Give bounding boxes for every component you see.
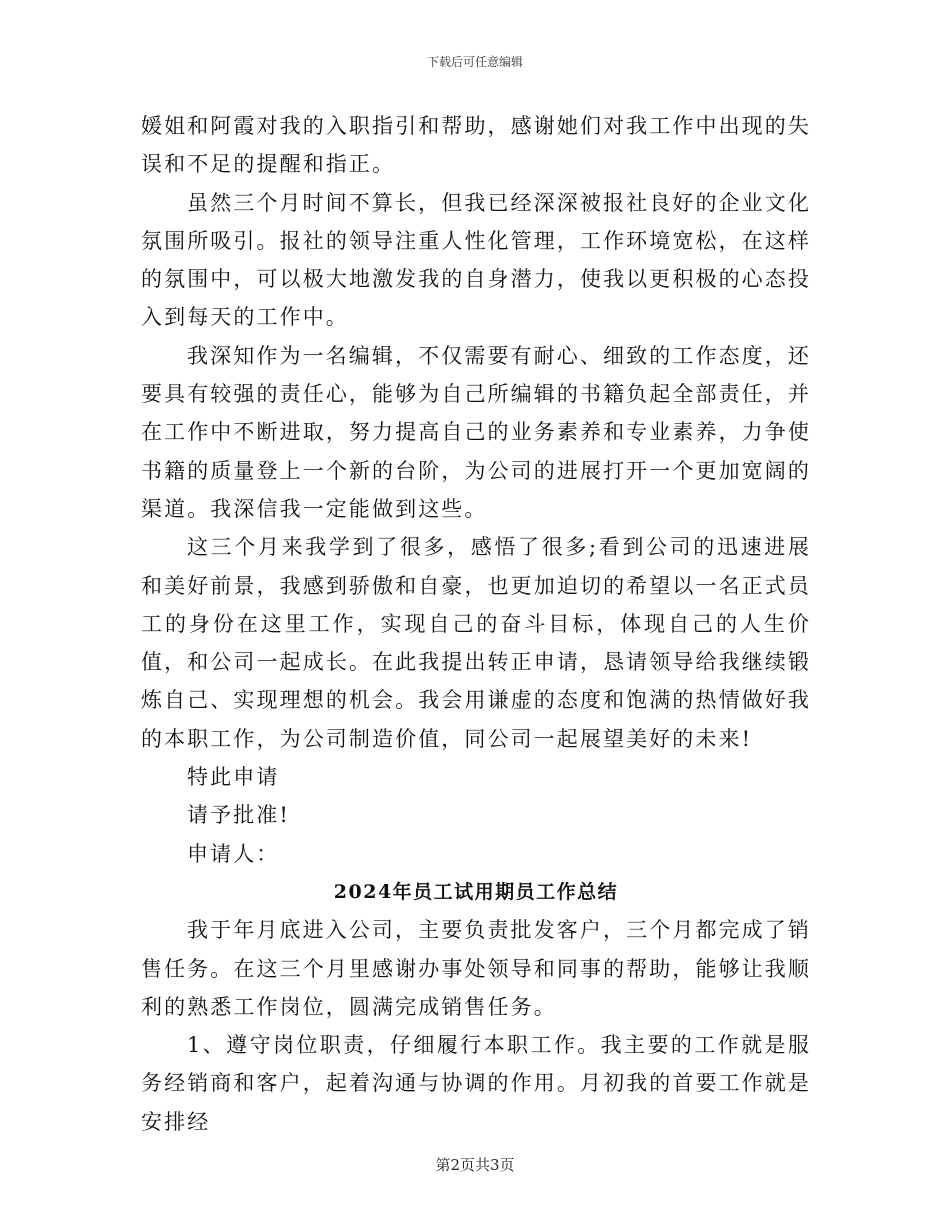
paragraph-company-culture: 虽然三个月时间不算长，但我已经深深被报社良好的企业文化氛围所吸引。报社的领导注重人性化管理，工作环境宽松，在这样的氛围中，可以极大地激发我的自身潜力，使我以更积极的心态投入到每天的工作中。 <box>141 190 811 330</box>
section-paragraph-intro: 我于年月底进入公司，主要负责批发客户，三个月都完成了销售任务。在这三个月里感谢办事处领导和同事的帮助，能够让我顺利的熟悉工作岗位，圆满完成销售任务。 <box>141 918 811 1019</box>
applicant-line: 申请人： <box>187 841 280 866</box>
closing-line-approval: 请予批准! <box>187 803 290 828</box>
page-header: 下载后可任意编辑 <box>426 55 523 69</box>
paragraph-editor-duty: 我深知作为一名编辑，不仅需要有耐心、细致的工作态度，还要具有较强的责任心，能够为自己所编辑的书籍负起全部责任，并在工作中不断进取，努力提高自己的业务素养和专业素养，力争使书籍的质量登上一个新的台阶，为公司的进展打开一个更加宽阔的渠道。我深信我一定能做到这些。 <box>141 343 811 521</box>
section-title: 2024年员工试用期员工作总结 <box>333 880 619 903</box>
closing-line-request: 特此申请 <box>187 765 280 790</box>
document-body <box>141 107 811 1141</box>
section-paragraph-duty: 1、遵守岗位职责，仔细履行本职工作。我主要的工作就是服务经销商和客户，起着沟通与协调的作用。月初我的首要工作就是安排经 <box>141 1033 811 1134</box>
paragraph-application: 这三个月来我学到了很多，感悟了很多;看到公司的迅速进展和美好前景，我感到骄傲和自豪，也更加迫切的希望以一名正式员工的身份在这里工作，实现自己的奋斗目标，体现自己的人生价值，和公司一起成长。在此我提出转正申请，恳请领导给我继续锻炼自己、实现理想的机会。我会用谦虚的态度和饱满的热情做好我的本职工作，为公司制造价值，同公司一起展望美好的未来! <box>141 535 811 751</box>
paragraph-continuation: 媛姐和阿霞对我的入职指引和帮助，感谢她们对我工作中出现的失误和不足的提醒和指正。 <box>141 114 811 177</box>
page-footer: 第2页共3页 <box>435 1156 515 1174</box>
